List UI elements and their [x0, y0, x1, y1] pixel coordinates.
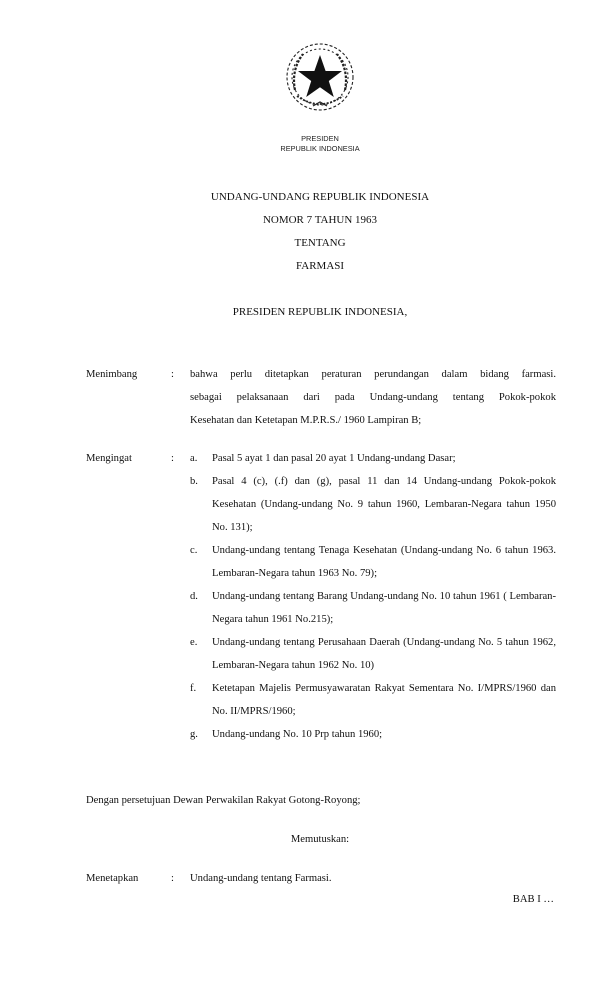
- list-item: [190, 470, 556, 539]
- menetapkan-text: Undang-undang tentang Farmasi.: [190, 873, 332, 884]
- list-item: [190, 723, 556, 746]
- list-item: [190, 447, 556, 470]
- preamble: PRESIDEN REPUBLIK INDONESIA,: [232, 306, 408, 318]
- menetapkan-label: Menetapkan: [86, 873, 139, 884]
- list-marker: f.: [190, 683, 197, 694]
- list-item: [190, 631, 556, 677]
- list-item: [190, 539, 556, 585]
- org-name-line2: REPUBLIK INDONESIA: [280, 144, 360, 153]
- list-marker: g.: [190, 729, 198, 740]
- mengingat-label: Mengingat: [86, 453, 132, 464]
- page-continuation: BAB I …: [512, 894, 554, 905]
- mengingat-colon: :: [171, 453, 174, 464]
- list-item-text: Undang-undang tentang Barang Undang-undang No. 10 tahun 1961 ( Lembaran-Negara tahun 1961 No.215);: [212, 591, 556, 625]
- persetujuan-text: Dengan persetujuan Dewan Perwakilan Rakyat Gotong-Royong;: [86, 795, 361, 806]
- mengingat-list: [190, 447, 556, 746]
- list-item-text: Undang-undang tentang Tenaga Kesehatan (Undang-undang No. 6 tahun 1963. Lembaran-Negara tahun 1963 No. 79);: [212, 545, 556, 579]
- list-item-text: Undang-undang tentang Perusahaan Daerah (Undang-undang No. 5 tahun 1962, Lembaran-Negara tahun 1962 No. 10): [212, 637, 556, 671]
- list-item-text: Ketetapan Majelis Permusyawaratan Rakyat Sementara No. I/MPRS/1960 dan No. II/MPRS/1960;: [212, 683, 556, 717]
- menimbang-label: Menimbang: [86, 369, 138, 380]
- menimbang-colon: :: [171, 369, 174, 380]
- doc-title-line1: UNDANG-UNDANG REPUBLIK INDONESIA: [210, 191, 430, 203]
- memutuskan-heading: Memutuskan:: [290, 834, 350, 845]
- list-item-text: Pasal 4 (c), (.f) dan (g), pasal 11 dan 14 Undang-undang Pokok-pokok Kesehatan (Undang-undang No. 9 tahun 1960, Lembaran-Negara tahun 1950 No. 131);: [212, 476, 556, 533]
- doc-title-line2: NOMOR 7 TAHUN 1963: [262, 214, 378, 226]
- list-item: [190, 585, 556, 631]
- org-name-line1: PRESIDEN: [301, 134, 339, 143]
- menimbang-line: sebagai pelaksanaan dari pada Undang-undang tentang Pokok-pokok: [190, 392, 556, 403]
- list-marker: a.: [190, 453, 198, 464]
- list-item: [190, 677, 556, 723]
- list-marker: b.: [190, 476, 198, 487]
- list-item-text: Undang-undang No. 10 Prp tahun 1960;: [212, 729, 383, 740]
- list-marker: c.: [190, 545, 198, 556]
- doc-title-line3: TENTANG: [294, 237, 346, 249]
- menimbang-text: [190, 363, 556, 432]
- doc-title-line4: FARMASI: [295, 260, 345, 272]
- menimbang-line: Kesehatan dan Ketetapan M.P.R.S./ 1960 Lampiran B;: [190, 415, 422, 426]
- list-marker: e.: [190, 637, 198, 648]
- list-item-text: Pasal 5 ayat 1 dan pasal 20 ayat 1 Undang-undang Dasar;: [212, 453, 456, 464]
- menimbang-line: bahwa perlu ditetapkan peraturan perundangan dalam bidang farmasi.: [190, 369, 556, 380]
- list-marker: d.: [190, 591, 198, 602]
- menetapkan-colon: :: [171, 873, 174, 884]
- garuda-star-emblem-icon: [283, 40, 357, 114]
